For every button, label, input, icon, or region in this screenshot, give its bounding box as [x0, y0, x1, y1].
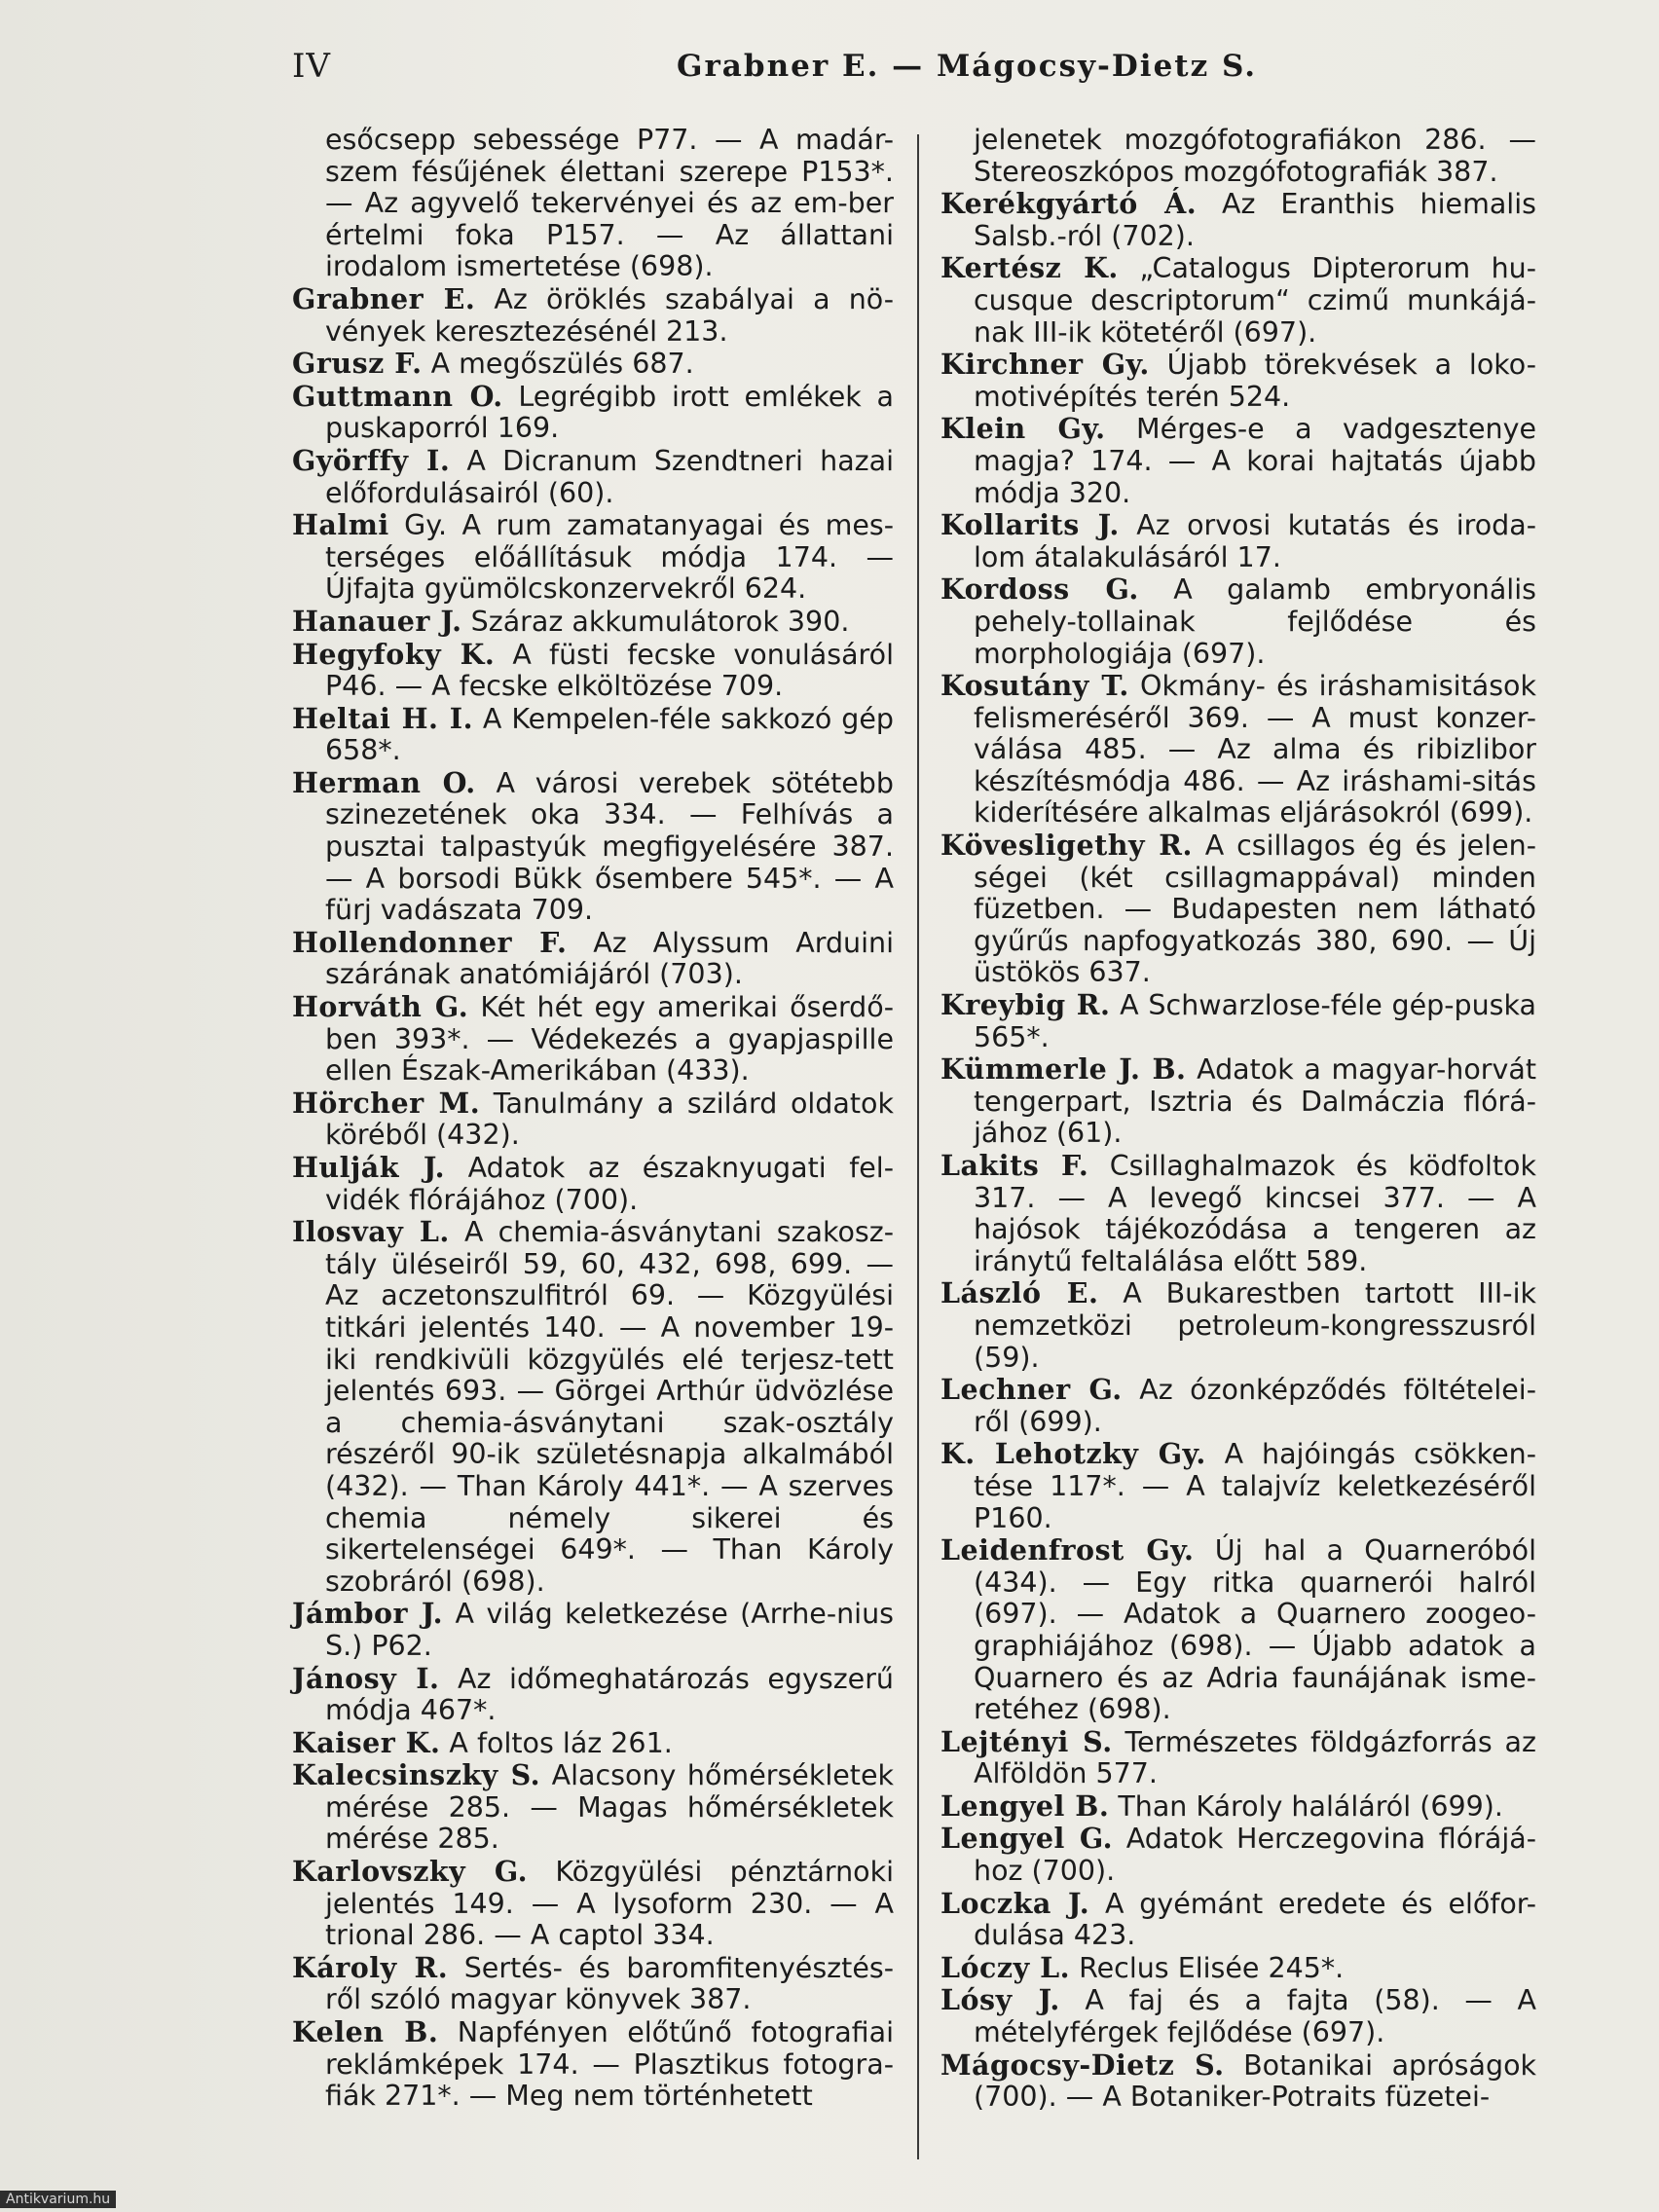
author-name: Klein Gy.	[940, 412, 1106, 446]
author-name: Grusz F.	[292, 347, 423, 381]
author-name: Kreybig R.	[940, 988, 1111, 1022]
index-entry	[940, 1374, 1536, 1438]
entry-text: Az időmeghatározás egyszerű módja 467*.	[325, 1662, 894, 1727]
index-entry	[292, 125, 894, 283]
index-entry	[292, 606, 894, 639]
index-entry	[940, 989, 1536, 1053]
entry-text: A csillagos ég és jelen-ségei (két csillagmappával) minden füzetben. — Budapesten nem látható gyűrűs napfogyatkozás 380, 690. — Új üstökös 637.	[974, 830, 1536, 989]
author-name: K. Lehotzky Gy.	[940, 1437, 1206, 1471]
page-number: IV	[292, 47, 331, 86]
entry-text: Természetes földgázforrás az Alföldön 577.	[974, 1725, 1536, 1790]
entry-text: A megőszülés 687.	[422, 348, 694, 381]
index-entry	[940, 1053, 1536, 1150]
author-name: Jánosy I.	[292, 1661, 440, 1695]
author-name: Loczka J.	[940, 1886, 1090, 1920]
index-entry	[940, 573, 1536, 670]
entry-text: A faj és a fajta (58). — A mételyférgek fejlődése (697).	[974, 1984, 1536, 2049]
entry-text: Gy. A rum zamatanyagai és mes-terséges előállításuk módja 174. — Újfajta gyümölcskonzervekről 624.	[325, 509, 894, 606]
entry-text: Napfényen előtűnő fotografiai reklámképek 174. — Plasztikus fotogra-fiák 271*. — Meg nem történhetett	[325, 2016, 895, 2113]
author-name: Guttmann O.	[292, 379, 503, 413]
author-name: Kosutány T.	[940, 669, 1129, 703]
author-name: Halmi	[292, 508, 389, 542]
entry-text: Az Eranthis hiemalis Salsb.-ról (702).	[974, 188, 1536, 252]
index-entry	[940, 1823, 1536, 1887]
author-name: Mágocsy-Dietz S.	[940, 2047, 1225, 2082]
entry-text: A galamb embryonális pehely-tollainak fejlődése és morphologiája (697).	[974, 573, 1536, 670]
author-name: Lóczy L.	[940, 1950, 1071, 1984]
author-name: Hanauer J.	[292, 604, 462, 638]
entry-text: Csillaghalmazok és ködfoltok 317. — A levegő kincsei 377. — A hajósok tájékozódása a tengeren az iránytű feltalálása előtt 589.	[974, 1150, 1536, 1277]
entry-text: Botanikai apróságok (700). — A Botaniker-Potraits füzetei-	[974, 2048, 1537, 2114]
index-entry	[940, 1888, 1536, 1952]
entry-text: A Dicranum Szendtneri hazai előfordulásairól (60).	[325, 444, 894, 509]
entry-text: A foltos láz 261.	[440, 1726, 673, 1759]
entry-text: Sertés- és baromfitenyésztés-ről szóló magyar könyvek 387.	[325, 1951, 894, 2016]
entry-text: A hajóingás csökken-tése 117*. — A talajvíz keletkezéséről P160.	[974, 1438, 1536, 1534]
entry-text: Mérges-e a vadgesztenye magja? 174. — A korai hajtatás újabb módja 320.	[974, 413, 1536, 509]
index-entry	[292, 927, 894, 991]
entry-text: Az orvosi kutatás és iroda-lom átalakulásáról 17.	[974, 509, 1536, 573]
index-entry	[292, 1663, 894, 1727]
index-entry	[292, 991, 894, 1088]
entry-text: Az öröklés szabályai a nö-vények keresztezésénél 213.	[325, 282, 895, 348]
index-column-left	[292, 125, 894, 2113]
entry-text: A gyémánt eredete és előfor-dulása 423.	[974, 1887, 1536, 1952]
index-entry	[940, 1150, 1536, 1277]
index-entry	[292, 1152, 894, 1216]
column-divider	[917, 134, 919, 2159]
author-name: Kertész K.	[940, 251, 1119, 285]
entry-text: Közgyülési pénztárnoki jelentés 149. — A lysoform 230. — A trional 286. — A captol 334.	[325, 1856, 895, 1952]
entry-text: Két hét egy amerikai őserdő-ben 393*. — Védekezés a gyapjaspille ellen Észak-Amerikában (433).	[325, 991, 894, 1088]
entry-text: Okmány- és iráshamisitások felismeréséről 369. — A must konzer-válása 485. — Az alma és ribizlibor készítésmódja 486. — Az iráshami-sitás kiderítésére alkalmas eljárásokról (699).	[974, 670, 1536, 830]
index-entry	[292, 1598, 894, 1662]
author-name: Kerékgyártó Á.	[940, 187, 1198, 221]
index-entry	[292, 703, 894, 767]
index-entry	[292, 1088, 894, 1152]
author-name: Kirchner Gy.	[940, 348, 1150, 382]
entry-text: A Schwarzlose-féle gép-puska 565*.	[974, 989, 1536, 1053]
author-name: Heltai H. I.	[292, 701, 473, 735]
author-name: Kövesligethy R.	[940, 829, 1193, 863]
index-entry	[940, 1984, 1536, 2048]
author-name: Hörcher M.	[292, 1086, 481, 1120]
index-entry	[940, 188, 1536, 252]
index-entry	[940, 413, 1536, 509]
entry-text: A városi verebek sötétebb szinezetének oka 334. — Felhívás a pusztai talpastyúk megfigyelésére 387. — A borsodi Bükk ősembere 545*. — A fürj vadászata 709.	[325, 766, 894, 927]
index-entry	[940, 830, 1536, 989]
entry-text: Reclus Elisée 245*.	[1070, 1951, 1345, 1984]
page-header	[292, 47, 1538, 95]
entry-text: Száraz akkumulátorok 390.	[461, 605, 850, 638]
entry-text: Újabb törekvések a loko-motivépítés terén 524.	[974, 349, 1537, 413]
author-name: Lengyel G.	[940, 1822, 1114, 1856]
author-name: Ilosvay L.	[292, 1215, 450, 1249]
author-name: Kordoss G.	[940, 572, 1139, 607]
entry-text: „Catalogus Dipterorum hu-cusque descriptorum“ czimű munkájá-nak III-ik kötetéről (697).	[974, 252, 1537, 349]
index-entry	[940, 1790, 1536, 1824]
author-name: Lechner G.	[940, 1373, 1123, 1407]
author-name: Leidenfrost Gy.	[940, 1533, 1195, 1567]
entry-text: Legrégibb irott emlékek a puskaporról 169.	[325, 380, 894, 445]
entry-text: Új hal a Quarneróból (434). — Egy ritka quarnerói halról (697). — Adatok a Quarnero zoogeo-graphiájához (698). — Újabb adatok a Quarnero és az Adria faunájának isme-retéhez (698).	[974, 1534, 1536, 1726]
author-name: Kaiser K.	[292, 1725, 441, 1759]
author-name: Grabner E.	[292, 281, 476, 315]
entry-text: Adatok Herczegovina flórájá-hoz (700).	[974, 1823, 1536, 1888]
author-name: Karlovszky G.	[292, 1855, 529, 1889]
index-entry	[940, 349, 1536, 413]
index-entry	[940, 1438, 1536, 1534]
author-name: Hollendonner F.	[292, 925, 568, 959]
author-name: Hegyfoky K.	[292, 637, 496, 671]
index-entry	[292, 1952, 894, 2016]
author-name: Hulják J.	[292, 1151, 446, 1184]
author-name: Györffy I.	[292, 443, 451, 477]
index-entry	[292, 1856, 894, 1952]
entry-text: Than Károly haláláról (699).	[1109, 1789, 1503, 1823]
index-entry	[292, 639, 894, 703]
index-entry	[940, 509, 1536, 573]
author-name: Károly R.	[292, 1950, 449, 1984]
author-name: Kollarits J.	[940, 508, 1120, 542]
author-name: Kümmerle J. B.	[940, 1052, 1187, 1087]
author-name: Jámbor J.	[292, 1597, 444, 1631]
entry-text: Adatok a magyar-horvát tengerpart, Isztria és Dalmáczia flórá-jához (61).	[974, 1053, 1536, 1150]
author-name: Kalecsinszky S.	[292, 1758, 541, 1792]
entry-text: A chemia-ásványtani szakosz-tály üléseiről 59, 60, 432, 698, 699. — Az aczetonszulfitról 69. — Közgyülési titkári jelentés 140. — A november 19-iki rendkivüli közgyülés elé terjesz-tett jelentés 693. — Görgei Arthúr üdvözlése a chemia-ásványtani szak-osztály részéről 90-ik születésnapja alkalmából (432). — Than Károly 441*. — A szerves chemia némely sikerei és sikertelenségei 649*. — Than Károly szobráról (698).	[325, 1216, 894, 1598]
entry-text: Adatok az északnyugati fel-vidék flórájához (700).	[325, 1152, 894, 1216]
author-name: Lósy J.	[940, 1983, 1060, 2017]
index-entry	[292, 1759, 894, 1856]
author-name: Lakits F.	[940, 1149, 1089, 1182]
index-entry	[940, 1277, 1536, 1374]
index-entry	[292, 1216, 894, 1598]
index-column-right	[940, 125, 1536, 2114]
entry-text: Az Alyssum Arduini szárának anatómiájáról (703).	[325, 926, 895, 991]
entry-text: A világ keletkezése (Arrhe-nius S.) P62.	[325, 1598, 894, 1662]
index-entry	[292, 767, 894, 927]
author-name: Lengyel B.	[940, 1788, 1110, 1823]
author-name: Kelen B.	[292, 2015, 439, 2049]
index-entry	[940, 2049, 1536, 2114]
index-entry	[940, 125, 1536, 188]
author-name: Horváth G.	[292, 990, 469, 1024]
watermark: Antikvarium.hu	[0, 2191, 116, 2208]
entry-text: esőcsepp sebessége P77. — A madár-szem fésűjének élettani szerepe P153*. — Az agyvelő tekervényei és az em-ber értelmi foka P157. — Az állattani irodalom ismertetése (698).	[325, 124, 894, 283]
index-entry	[292, 509, 894, 606]
entry-text: Tanulmány a szilárd oldatok köréből (432).	[325, 1087, 894, 1152]
index-entry	[940, 1534, 1536, 1726]
index-entry	[940, 1952, 1536, 1985]
index-entry	[292, 445, 894, 509]
index-entry	[292, 1727, 894, 1760]
entry-text: A Kempelen-féle sakkozó gép 658*.	[325, 702, 894, 767]
entry-text: A Bukarestben tartott III-ik nemzetközi petroleum-kongresszusról (59).	[974, 1277, 1536, 1374]
index-entry	[292, 348, 894, 381]
index-entry	[940, 252, 1536, 349]
entry-text: jelenetek mozgófotografiákon 286. — Stereoszkópos mozgófotografiák 387.	[974, 124, 1536, 188]
index-entry	[940, 670, 1536, 830]
author-name: László E.	[940, 1276, 1099, 1310]
entry-text: Az ózonképződés föltételei-ről (699).	[974, 1374, 1536, 1438]
index-entry	[292, 381, 894, 445]
entry-text: Alacsony hőmérsékletek mérése 285. — Magas hőmérsékletek mérése 285.	[325, 1759, 894, 1856]
index-entry	[292, 2016, 894, 2113]
entry-text: A füsti fecske vonulásáról P46. — A fecske elköltözése 709.	[325, 638, 895, 703]
author-name: Lejtényi S.	[940, 1724, 1113, 1758]
author-name: Herman O.	[292, 765, 476, 799]
index-entry	[292, 283, 894, 348]
index-entry	[940, 1726, 1536, 1790]
running-title: Grabner E. — Mágocsy-Dietz S.	[677, 49, 1258, 84]
